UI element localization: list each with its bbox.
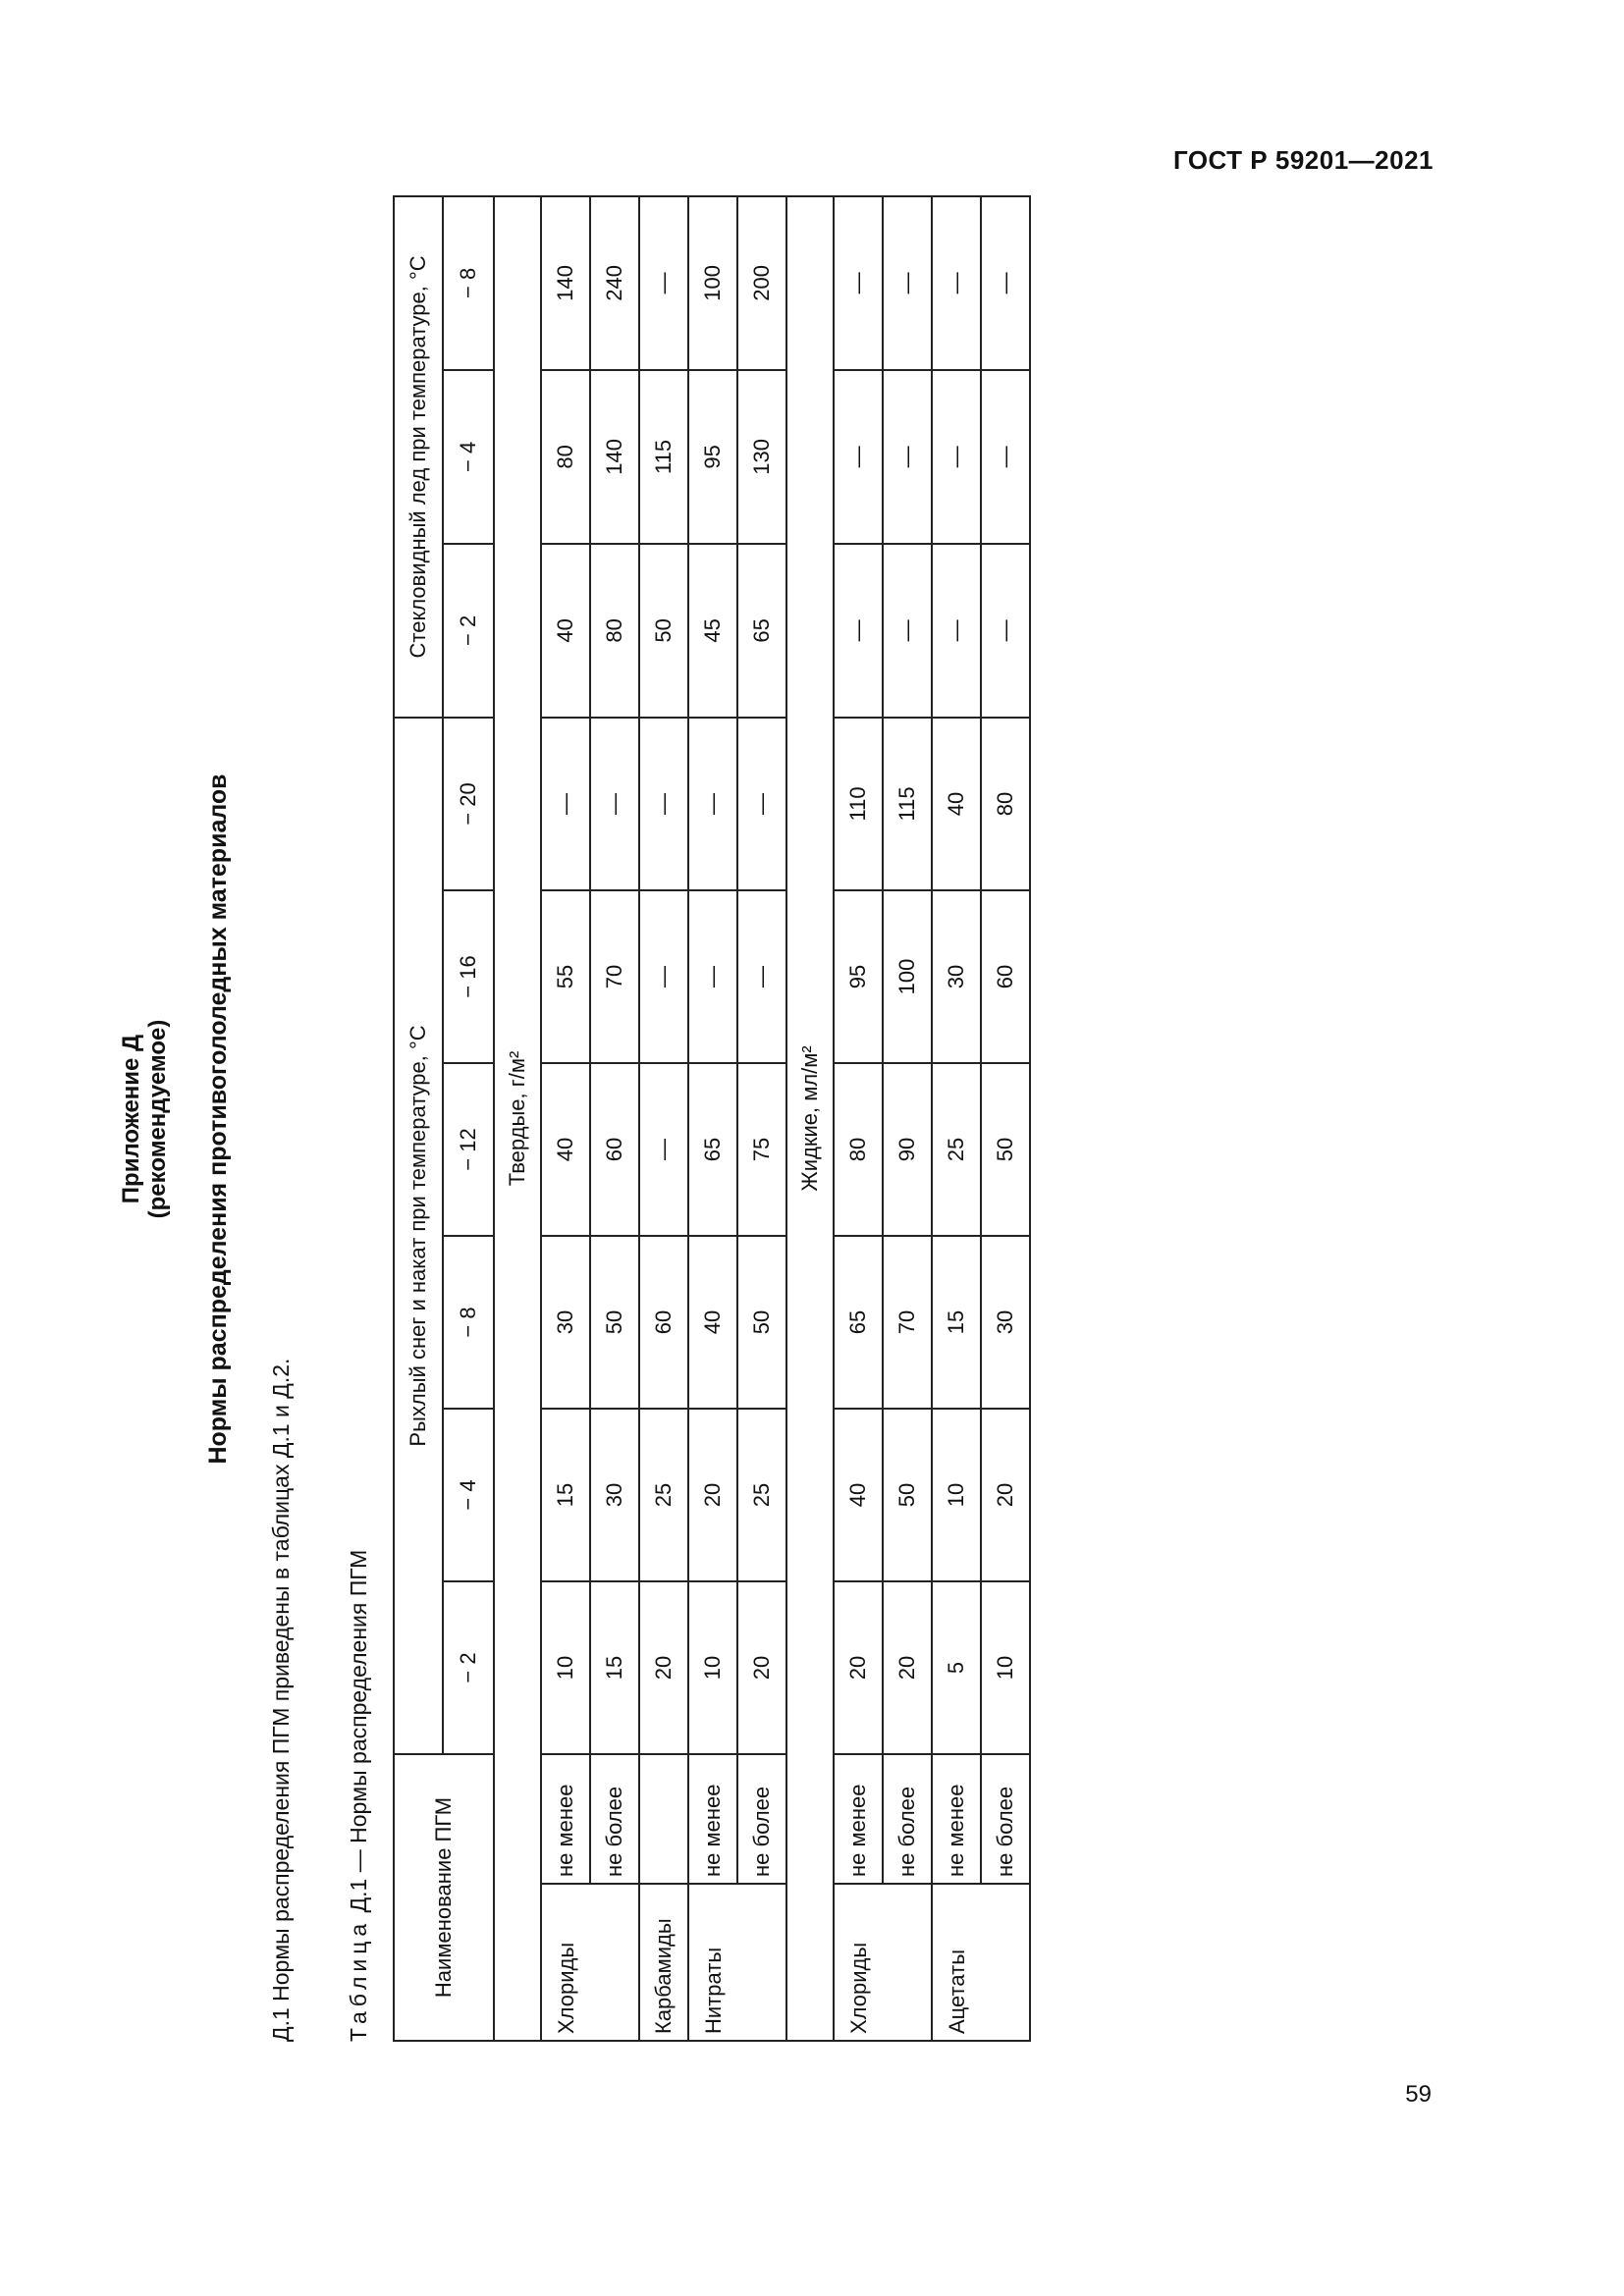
table-caption-text: Д.1 — Нормы распределения ПГМ (346, 1549, 371, 1919)
cell-value: 5 (932, 1581, 981, 1754)
cell-value: 55 (541, 890, 590, 1063)
intro-paragraph: Д.1 Нормы распределения ПГМ приведены в таблицах Д.1 и Д.2. (268, 1358, 294, 2042)
cell-value: 110 (834, 718, 883, 890)
cell-material-name (981, 1884, 1030, 2041)
appendix-label: Приложение Д (118, 1034, 144, 1204)
cell-value: 45 (688, 544, 737, 718)
cell-value: 15 (590, 1581, 639, 1754)
cell-value: 100 (688, 196, 737, 370)
cell-value: 10 (932, 1409, 981, 1581)
cell-value: 60 (590, 1063, 639, 1236)
table-row (688, 196, 737, 2041)
cell-value: 65 (834, 1236, 883, 1409)
cell-value: — (639, 718, 688, 890)
cell-value: — (932, 196, 981, 370)
cell-material-name: Нитраты (688, 1884, 737, 2041)
cell-value: — (981, 370, 1030, 544)
cell-value: 10 (688, 1581, 737, 1754)
cell-value: 70 (590, 890, 639, 1063)
cell-material-name (737, 1884, 786, 2041)
cell-value: 80 (981, 718, 1030, 890)
cell-value: 80 (541, 370, 590, 544)
cell-value: — (688, 718, 737, 890)
section-row (494, 196, 541, 2041)
cell-value: — (834, 370, 883, 544)
cell-qualifier: не более (737, 1754, 786, 1884)
cell-value: — (883, 196, 932, 370)
cell-value: 40 (541, 1063, 590, 1236)
cell-qualifier: не более (883, 1754, 932, 1884)
temp-header: − 2 (443, 1581, 494, 1754)
cell-value: 30 (932, 890, 981, 1063)
cell-qualifier (639, 1754, 688, 1884)
cell-value: 20 (883, 1581, 932, 1754)
table-caption (346, 1550, 372, 2042)
cell-value: 20 (688, 1409, 737, 1581)
cell-value: — (639, 196, 688, 370)
section-liquid: Жидкие, мл/м² (786, 196, 834, 2041)
cell-value: 65 (688, 1063, 737, 1236)
cell-value: 60 (981, 890, 1030, 1063)
cell-material-name: Хлориды (834, 1884, 883, 2041)
cell-qualifier: не менее (541, 1754, 590, 1884)
cell-value: 10 (541, 1581, 590, 1754)
cell-value: 60 (639, 1236, 688, 1409)
cell-qualifier: не менее (688, 1754, 737, 1884)
cell-value: 15 (541, 1409, 590, 1581)
cell-value: — (541, 718, 590, 890)
cell-value: 80 (834, 1063, 883, 1236)
section-solid: Твердые, г/м² (494, 196, 541, 2041)
cell-value: 20 (834, 1581, 883, 1754)
cell-value: — (981, 544, 1030, 718)
cell-value: 130 (737, 370, 786, 544)
table-row (932, 196, 981, 2041)
cell-value: — (639, 890, 688, 1063)
cell-value: 25 (639, 1409, 688, 1581)
appendix-heading (118, 196, 171, 2042)
cell-value: 80 (590, 544, 639, 718)
table-row (883, 196, 932, 2041)
cell-value: 20 (639, 1581, 688, 1754)
cell-value: — (834, 196, 883, 370)
cell-value: 40 (688, 1236, 737, 1409)
cell-material-name: Хлориды (541, 1884, 590, 2041)
temp-header: − 4 (443, 370, 494, 544)
cell-value: — (639, 1063, 688, 1236)
table-row (590, 196, 639, 2041)
cell-value: — (688, 890, 737, 1063)
cell-value: 140 (541, 196, 590, 370)
cell-material-name: Карбамиды (639, 1884, 688, 2041)
cell-value: 75 (737, 1063, 786, 1236)
cell-value: 30 (541, 1236, 590, 1409)
table-row (737, 196, 786, 2041)
temp-header: − 2 (443, 544, 494, 718)
table-row (981, 196, 1030, 2041)
appendix-title: Нормы распределения противогололедных материалов (204, 774, 232, 1465)
cell-value: — (981, 196, 1030, 370)
cell-value: 115 (639, 370, 688, 544)
cell-value: 10 (981, 1581, 1030, 1754)
cell-material-name (590, 1884, 639, 2041)
page-number: 59 (1405, 2081, 1432, 2108)
cell-value: 50 (590, 1236, 639, 1409)
cell-value: 25 (932, 1063, 981, 1236)
cell-qualifier: не более (590, 1754, 639, 1884)
cell-value: 30 (981, 1236, 1030, 1409)
temp-header: − 12 (443, 1063, 494, 1236)
cell-value: 200 (737, 196, 786, 370)
temp-header: − 4 (443, 1409, 494, 1581)
cell-qualifier: не более (981, 1754, 1030, 1884)
cell-value: 30 (590, 1409, 639, 1581)
cell-value: 40 (834, 1409, 883, 1581)
cell-value: 20 (737, 1581, 786, 1754)
cell-value: — (834, 544, 883, 718)
temp-header: − 8 (443, 1236, 494, 1409)
cell-value: 65 (737, 544, 786, 718)
temp-header: − 16 (443, 890, 494, 1063)
appendix-status: (рекомендуемое) (144, 1019, 171, 1219)
cell-material-name (883, 1884, 932, 2041)
cell-value: — (883, 370, 932, 544)
cell-qualifier: не менее (834, 1754, 883, 1884)
cell-value: 70 (883, 1236, 932, 1409)
cell-value: 50 (981, 1063, 1030, 1236)
cell-qualifier: не менее (932, 1754, 981, 1884)
cell-material-name: Ацетаты (932, 1884, 981, 2041)
header-row-1 (394, 196, 443, 2041)
table-row (541, 196, 590, 2041)
table-caption-prefix: Таблица (346, 1918, 371, 2042)
cell-value: — (590, 718, 639, 890)
cell-value: 100 (883, 890, 932, 1063)
cell-value: 90 (883, 1063, 932, 1236)
cell-value: — (883, 544, 932, 718)
cell-value: 50 (737, 1236, 786, 1409)
cell-value: — (737, 718, 786, 890)
group-header-loose-snow: Рыхлый снег и накат при температуре, °С (394, 718, 443, 1754)
table-row (834, 196, 883, 2041)
table-row (639, 196, 688, 2041)
temp-header: − 8 (443, 196, 494, 370)
cell-value: 25 (737, 1409, 786, 1581)
column-header-name: Наименование ПГМ (394, 1754, 494, 2041)
cell-value: 140 (590, 370, 639, 544)
cell-value: 40 (932, 718, 981, 890)
temp-header: − 20 (443, 718, 494, 890)
cell-value: — (932, 370, 981, 544)
cell-value: 50 (883, 1409, 932, 1581)
cell-value: 50 (639, 544, 688, 718)
rotated-content (118, 196, 1060, 2042)
group-header-glaze-ice: Стекловидный лед при температуре, °С (394, 196, 443, 718)
cell-value: — (737, 890, 786, 1063)
document-code: ГОСТ Р 59201—2021 (1172, 145, 1434, 175)
section-row (786, 196, 834, 2041)
cell-value: 240 (590, 196, 639, 370)
distribution-table (393, 195, 1031, 2042)
cell-value: 15 (932, 1236, 981, 1409)
cell-value: 95 (834, 890, 883, 1063)
cell-value: 95 (688, 370, 737, 544)
cell-value: 40 (541, 544, 590, 718)
cell-value: 20 (981, 1409, 1030, 1581)
cell-value: — (932, 544, 981, 718)
cell-value: 115 (883, 718, 932, 890)
